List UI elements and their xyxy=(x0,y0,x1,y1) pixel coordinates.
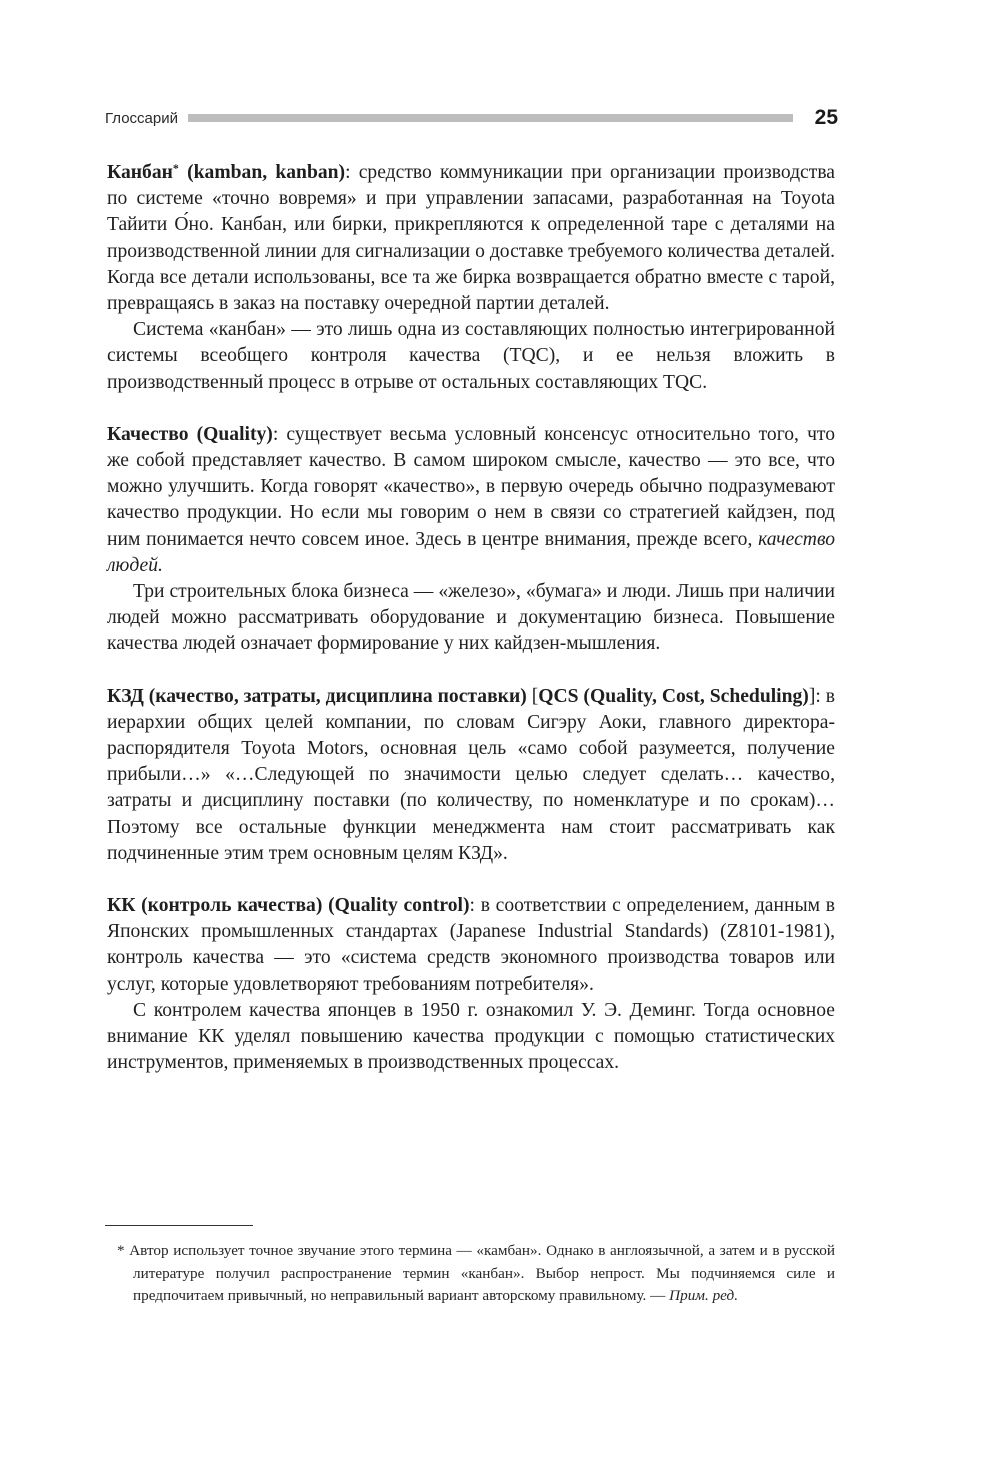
emphasis-text: качество людей. xyxy=(107,528,835,576)
entry-term: КЗД (качество, затраты, дисциплина поставки) xyxy=(107,685,527,707)
entry-term: Канбан* (kamban, kanban) xyxy=(107,161,346,183)
header-rule xyxy=(188,114,793,122)
entry-paragraph: Качество (Quality): существует весьма условный консенсус относительно того, что же собой представляет качество. В самом широком смысле, качество — это все, что можно улучшить. Когда говорят «качество», в первую очередь обычно подразумевают качество продукции. Но если мы говорим о нем в связи со стратегией кайдзен, под ним понимается нечто совсем иное. Здесь в центре внимания, прежде всего, качество людей. xyxy=(107,423,836,576)
glossary-entry-quality xyxy=(107,422,835,658)
entry-term-english: QCS (Quality, Cost, Scheduling) xyxy=(538,685,809,707)
footnote-mark: * xyxy=(117,1242,125,1259)
entry-paragraph: С контролем качества японцев в 1950 г. ознакомил У. Э. Деминг. Тогда основное внимание КК уделял повышению качества продукции с помощью статистических инструментов, применяемых в производственных процессах. xyxy=(107,999,835,1074)
section-title: Глоссарий xyxy=(105,109,178,127)
page-number: 25 xyxy=(814,106,838,129)
entry-term-english: (Quality control) xyxy=(328,895,470,917)
entry-paragraph: Система «канбан» — это лишь одна из составляющих полностью интегрированной системы всеобщего контроля качества (TQC), и ее нельзя вложить в производственный процесс в отрыве от остальных составляющих TQC. xyxy=(107,319,835,393)
footnote-text: Автор использует точное звучание этого термина — «камбан». Однако в англоязычной, а затем и в русской литературе получил распространение термин «канбан». Выбор непрост. Мы подчиняемся силе и предпочитаем привычный, но неправильный вариант авторскому правильному. — xyxy=(129,1242,835,1305)
glossary-entry-kanban xyxy=(107,160,835,396)
running-header xyxy=(105,103,838,133)
glossary-body xyxy=(107,160,835,1077)
glossary-entry-quality-control xyxy=(107,893,835,1076)
editor-note: Прим. ред. xyxy=(669,1287,739,1305)
entry-paragraph: КК (контроль качества) (Quality control): в соответствии с определением, данным в Японских промышленных стандартах (Japanese Industrial Standards) (Z8101-1981), контроль качества — это «система средств экономного производства товаров или услуг, которые удовлетворяют требованиям потребителя». xyxy=(107,895,836,995)
footnote-reference: * xyxy=(172,161,179,175)
glossary-entry-qcs xyxy=(107,684,835,867)
entry-paragraph: КЗД (качество, затраты, дисциплина поставки) [QCS (Quality, Cost, Scheduling)]: в иерархии общих целей компании, по словам Сигэру Аоки, главного директора-распорядителя Toyota Motors, основная цель «само собой разумеется, получение прибыли…» «…Следующей по значимости целью следует сделать… качество, затраты и дисциплину поставки (по количеству, по номенклатуре и по срокам)… Поэтому все остальные функции менеджмента нам стоит рассматривать как подчиненные этим трем основным целям КЗД». xyxy=(107,685,835,864)
entry-paragraph: Три строительных блока бизнеса — «железо», «бумага» и люди. Лишь при наличии людей можно рассматривать оборудование и документацию бизнеса. Повышение качества людей означает формирование у них кайдзен-мышления. xyxy=(107,581,835,655)
footnote-divider xyxy=(105,1225,253,1226)
entry-paragraph: Канбан* (kamban, kanban): средство коммуникации при организации производства по системе «точно вовремя» и при управлении запасами, разработанная на Toyota Тайити О́но. Канбан, или бирки, прикрепляются к определенной таре с деталями на производственной линии для сигнализации о доставке требуемого количества деталей. Когда все детали использованы, все та же бирка возвращается обратно вместе с тарой, превращаясь в заказ на поставку очередной партии деталей. xyxy=(107,161,836,315)
footnote xyxy=(107,1240,835,1308)
entry-term: КК (контроль качества) xyxy=(107,895,323,917)
entry-term: Качество (Quality) xyxy=(107,423,273,445)
